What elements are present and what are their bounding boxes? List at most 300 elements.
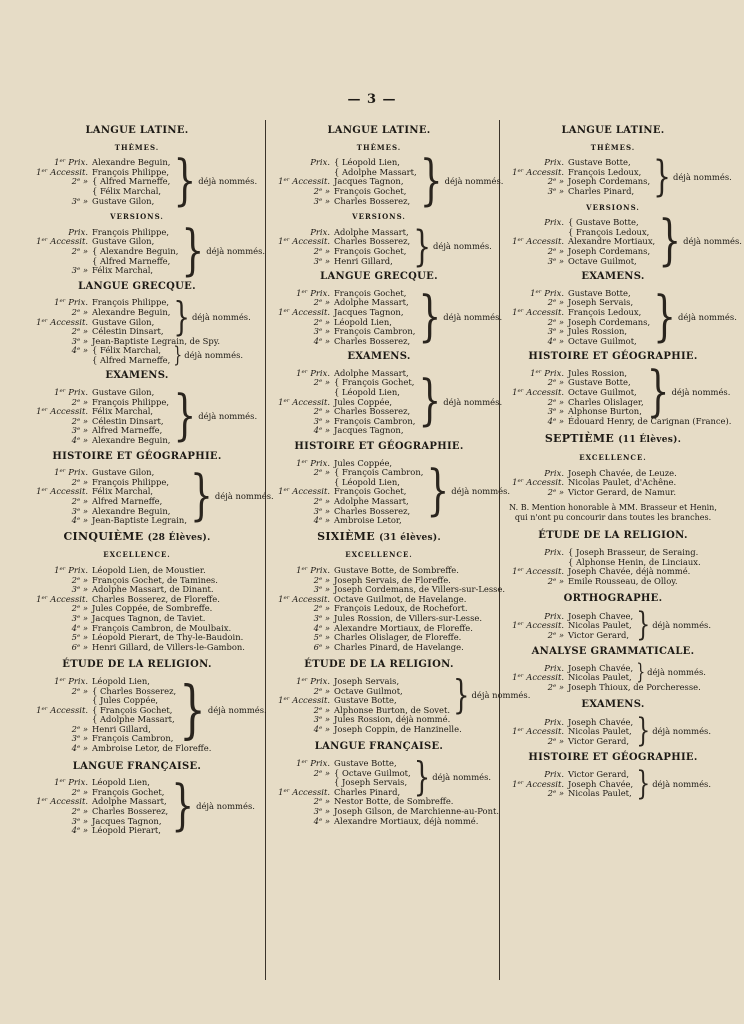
award-rank: 3ᵉ »	[71, 335, 88, 346]
student-name: Nicolas Paulet,	[568, 620, 632, 631]
award-rank: 4ᵉ »	[71, 743, 88, 754]
student-name: Jean-Baptiste Legrain,	[92, 515, 187, 526]
student-name: François Cambron, de Moulbaix.	[92, 622, 232, 633]
brace-icon: }	[426, 460, 450, 523]
brace-icon: }	[636, 712, 651, 750]
award-list	[502, 469, 724, 498]
award-rank: 1ᵉʳ Accessit.	[278, 593, 330, 604]
section-heading: HISTOIRE ET GÉOGRAPHIE.	[294, 441, 464, 453]
award-entry	[268, 257, 410, 267]
award-group	[268, 286, 503, 348]
student-name: Nicolas Paulet, d'Achêne.	[568, 477, 677, 488]
section-heading: LANGUE LATINE.	[327, 125, 431, 136]
note-line: qui n'ont pu concourir dans toutes les branches.	[514, 513, 712, 523]
award-rank: 1ᵉʳ Accessit.	[278, 236, 330, 247]
award-rank: 1ᵉʳ Accessit.	[36, 704, 88, 715]
student-name: Célestin Dinsart,	[92, 326, 164, 337]
award-rank: 1ᵉʳ Prix.	[54, 467, 88, 478]
award-entry	[268, 337, 415, 347]
student-name: Gustave Gilon,	[92, 195, 155, 206]
student-name: { Félix Marchal,	[92, 345, 162, 356]
student-name: Joseph Chavée,	[568, 778, 634, 789]
award-group	[502, 661, 724, 686]
award-rank: 2ᵉ »	[71, 476, 88, 487]
student-name: Célestin Dinsart,	[92, 415, 164, 426]
student-name: Gustave Gilon,	[92, 236, 155, 247]
award-entry	[502, 631, 633, 641]
brace-icon: }	[173, 343, 183, 368]
award-rank: 1ᵉʳ Accessit.	[512, 726, 564, 737]
brace-icon: }	[636, 765, 651, 803]
student-name: Léopold Lien,	[334, 316, 392, 327]
award-rank: 2ᵉ »	[547, 245, 564, 256]
student-name: Ambroise Letor, de Floreffe.	[92, 743, 212, 754]
student-name: Charles Bosserez,	[334, 335, 411, 346]
student-name: Charles Olislager,	[568, 396, 644, 407]
award-rank: 2ᵉ »	[313, 467, 330, 478]
student-name: Jacques Tagnon,	[334, 306, 404, 317]
award-rank: 4ᵉ »	[71, 515, 88, 526]
student-name: Jacques Tagnon,	[334, 176, 404, 187]
award-rank: 6ᵉ »	[313, 641, 330, 652]
student-name: Victor Gerard,	[568, 735, 630, 746]
student-name: Joseph Chavée,	[568, 662, 634, 673]
student-name: Léopold Pierart, de Thy-le-Baudoin.	[92, 632, 244, 643]
award-group	[26, 343, 248, 368]
award-group	[26, 385, 258, 447]
student-name: Jules Rossion,	[568, 367, 628, 378]
award-rank: 4ᵉ »	[313, 425, 330, 436]
section-heading: HISTOIRE ET GÉOGRAPHIE.	[528, 351, 698, 363]
award-rank: 2ᵉ »	[71, 306, 88, 317]
section-heading: LANGUE GRECQUE.	[78, 280, 196, 292]
award-rank: 1ᵉʳ Prix.	[296, 564, 330, 575]
honorable-mention-note	[502, 503, 724, 523]
student-name: Gustave Botte,	[568, 157, 631, 168]
award-list	[26, 228, 178, 276]
subsection-heading: EXCELLENCE.	[345, 550, 413, 560]
award-list	[26, 778, 168, 836]
deja-nommes-note: déjà nommés.	[207, 704, 267, 715]
student-name: { Gustave Botte,	[568, 217, 639, 228]
award-list	[26, 566, 248, 652]
award-list	[26, 298, 170, 336]
award-rank: 2ᵉ »	[547, 735, 564, 746]
award-list	[26, 677, 176, 744]
award-rank: 2ᵉ »	[313, 796, 330, 807]
award-rank: 2ᵉ »	[547, 486, 564, 497]
award-rank: 3ᵉ »	[547, 255, 564, 266]
award-rank: 2ᵉ »	[547, 575, 564, 586]
award-rank: Prix.	[68, 226, 88, 237]
deja-nommes-note: déjà nommés.	[683, 236, 742, 247]
student-name: { Alphonse Henin, de Linciaux.	[568, 556, 701, 567]
award-entry	[502, 683, 724, 693]
student-name: Gustave Gilon,	[92, 387, 155, 398]
brace-icon: }	[418, 370, 442, 433]
award-rank: 1ᵉʳ Accessit.	[36, 796, 88, 807]
award-rank: 1ᵉʳ Accessit.	[512, 672, 564, 683]
student-name: { Alfred Marneffe,	[92, 354, 171, 365]
brace-icon: }	[653, 286, 677, 348]
student-name: { Alexandre Beguin,	[92, 245, 179, 256]
student-name: Nicolas Paulet,	[568, 788, 632, 799]
student-name: François Philippe,	[92, 476, 169, 487]
award-rank: 1ᵉʳ Accessit.	[278, 306, 330, 317]
student-name: Jules Coppée, de Sombreffe.	[92, 603, 213, 614]
deja-nommes-note: déjà nommés.	[198, 411, 258, 422]
award-rank: 1ᵉʳ Prix.	[530, 367, 564, 378]
student-name: Adolphe Massart,	[334, 226, 409, 237]
deja-nommes-note: déjà nommés.	[443, 396, 503, 407]
brace-icon: }	[173, 150, 197, 213]
award-rank: 4ᵉ »	[313, 815, 330, 826]
award-rank: 2ᵉ »	[313, 377, 330, 388]
student-name: Nicolas Paulet,	[568, 726, 632, 737]
award-rank: 3ᵉ »	[313, 326, 330, 337]
award-list	[26, 468, 187, 526]
student-name: Joseph Chavée, de Leuze.	[568, 467, 677, 478]
student-name: { Charles Bosserez,	[92, 685, 177, 696]
award-group	[26, 295, 251, 340]
award-list	[502, 415, 732, 427]
student-name: François Cambron,	[334, 415, 416, 426]
award-rank: Prix.	[544, 467, 564, 478]
award-list	[268, 564, 506, 652]
award-group	[268, 221, 492, 271]
award-group	[268, 367, 503, 436]
award-list	[502, 612, 633, 641]
brace-icon: }	[179, 672, 206, 747]
award-rank: 1ᵉʳ Accessit.	[278, 486, 330, 497]
student-name: François Ledoux, de Rochefort.	[334, 603, 468, 614]
deja-nommes-note: déjà nommés.	[671, 387, 731, 398]
award-list	[26, 744, 248, 754]
column-divider	[499, 120, 500, 980]
award-rank: 1ᵉʳ Accessit.	[278, 176, 330, 187]
student-name: Félix Marchal,	[92, 406, 154, 417]
award-rank: 3ᵉ »	[71, 265, 88, 276]
award-entry	[26, 266, 178, 276]
student-name: Adolphe Massart, de Dinant.	[92, 584, 214, 595]
award-rank: 3ᵉ »	[71, 195, 88, 206]
subsection-heading: THÈMES.	[356, 142, 402, 152]
student-name: Alphonse Burton,	[568, 406, 642, 417]
award-rank: 2ᵉ »	[547, 629, 564, 640]
award-rank: 1ᵉʳ Accessit.	[512, 387, 564, 398]
award-rank: 4ᵉ »	[71, 622, 88, 633]
student-name: Emile Rousseau, de Olloy.	[568, 575, 678, 586]
section-heading: ANALYSE GRAMMATICALE.	[531, 645, 695, 657]
award-rank: 6ᵉ »	[71, 641, 88, 652]
award-list	[502, 664, 633, 683]
deja-nommes-note: déjà nommés.	[443, 311, 503, 322]
deja-nommes-note: déjà nommés.	[433, 241, 492, 252]
award-rank: 5ᵉ »	[313, 632, 330, 643]
award-entry	[268, 197, 417, 207]
student-name: Jacques Tagnon, de Taviet.	[92, 612, 206, 623]
student-name: { Joseph Brasseur, de Seraing.	[568, 547, 699, 557]
brace-icon: }	[419, 150, 443, 213]
award-rank: 4ᵉ »	[71, 825, 88, 836]
award-entry	[26, 356, 170, 366]
award-entry	[502, 789, 633, 799]
award-entry	[502, 577, 724, 587]
award-rank: 2ᵉ »	[313, 767, 330, 778]
award-rank: 1ᵉʳ Accessit.	[512, 236, 564, 247]
award-entry	[26, 197, 170, 207]
student-name: Jules Coppée,	[334, 396, 393, 407]
award-rank: 2ᵉ »	[71, 245, 88, 256]
award-rank: 4ᵉ »	[71, 345, 88, 356]
student-name: Félix Marchal,	[92, 486, 154, 497]
student-name: Charles Bosserez, de Floreffe.	[92, 593, 220, 604]
student-name: Alfred Marneffe,	[92, 496, 163, 506]
class-heading	[268, 529, 490, 544]
award-rank: 1ᵉʳ Accessit.	[512, 306, 564, 317]
class-count: (31 élèves).	[379, 532, 441, 543]
student-name: Gustave Gilon,	[92, 467, 155, 478]
award-rank: 2ᵉ »	[547, 297, 564, 308]
award-rank: 2ᵉ »	[71, 326, 88, 337]
award-rank: 1ᵉʳ Prix.	[54, 297, 88, 308]
brace-icon: }	[453, 673, 470, 719]
deja-nommes-note: déjà nommés.	[652, 726, 711, 737]
brace-icon: }	[171, 775, 195, 838]
brace-icon: }	[189, 465, 213, 527]
award-entry	[502, 415, 732, 427]
award-rank: 3ᵉ »	[313, 415, 330, 426]
student-name: François Philippe,	[92, 226, 169, 237]
award-entry	[268, 817, 490, 827]
award-list	[502, 548, 724, 586]
award-rank: Prix.	[544, 547, 564, 557]
student-name: Adolphe Massart,	[334, 297, 409, 308]
student-name: Léopold Lien, de Moustier.	[92, 564, 206, 575]
award-rank: 1ᵉʳ Prix.	[296, 457, 330, 468]
student-name: François Philippe,	[92, 396, 169, 407]
award-rank: 4ᵉ »	[313, 723, 330, 734]
student-name: Charles Bosserez,	[334, 195, 411, 206]
award-list	[26, 388, 170, 446]
student-name: { Jules Coppée,	[92, 695, 159, 706]
section-heading: ÉTUDE DE LA RELIGION.	[538, 530, 688, 542]
award-entry	[502, 187, 650, 197]
award-rank: 2ᵉ »	[71, 496, 88, 506]
class-count: (28 Élèves).	[147, 532, 211, 543]
student-name: Joseph Thioux, de Porcheresse.	[568, 681, 701, 692]
student-name: Charles Pinard, de Havelange.	[334, 641, 464, 652]
section-heading: ÉTUDE DE LA RELIGION.	[62, 659, 212, 671]
award-rank: 1ᵉʳ Prix.	[530, 287, 564, 298]
section-heading: LANGUE FRANÇAISE.	[72, 760, 202, 772]
class-title: CINQUIÈME	[63, 529, 144, 543]
award-entry	[26, 826, 168, 836]
deja-nommes-note: déjà nommés.	[471, 690, 531, 701]
award-rank: 1ᵉʳ Prix.	[54, 777, 88, 788]
student-name: Alexandre Beguin,	[92, 505, 171, 516]
deja-nommes-note: déjà nommés.	[196, 801, 255, 812]
student-name: Joseph Gilson, de Marchienne-au-Pont.	[334, 806, 499, 817]
award-list	[268, 289, 415, 347]
section-heading: HISTOIRE ET GÉOGRAPHIE.	[528, 751, 698, 763]
award-rank: 2ᵉ »	[547, 396, 564, 407]
award-entry	[26, 436, 170, 446]
award-rank: 1ᵉʳ Accessit.	[36, 166, 88, 177]
award-group	[502, 712, 724, 750]
subsection-heading: VERSIONS.	[586, 202, 640, 212]
subsection-heading: EXCELLENCE.	[579, 453, 647, 463]
award-rank: Prix.	[544, 716, 564, 727]
student-name: { Léopold Lien,	[334, 157, 400, 168]
award-entry	[268, 426, 415, 436]
subsection-heading: THÈMES.	[114, 142, 160, 152]
award-rank: 2ᵉ »	[313, 704, 330, 715]
award-rank: 2ᵉ »	[71, 603, 88, 614]
award-rank: 3ᵉ »	[71, 612, 88, 623]
column-2	[268, 120, 531, 826]
award-group	[268, 673, 531, 719]
subsection-heading: VERSIONS.	[110, 212, 164, 222]
award-rank: 2ᵉ »	[547, 681, 564, 692]
award-list	[502, 770, 633, 799]
brace-icon: }	[646, 361, 670, 423]
award-rank: 1ᵉʳ Prix.	[296, 367, 330, 378]
award-rank: 1ᵉʳ Prix.	[54, 157, 88, 168]
award-rank: 1ᵉʳ Accessit.	[278, 396, 330, 407]
section-heading: EXAMENS.	[347, 351, 411, 363]
award-rank: 3ᵉ »	[71, 584, 88, 595]
deja-nommes-note: déjà nommés.	[191, 311, 251, 322]
award-list	[502, 718, 633, 747]
student-name: Adolphe Massart,	[334, 367, 409, 378]
student-name: Octave Guilmot,	[334, 685, 403, 696]
award-entry	[268, 725, 490, 735]
award-rank: 2ᵉ »	[71, 786, 88, 797]
student-name: { Félix Marchal,	[92, 185, 162, 196]
award-entry	[502, 488, 724, 498]
award-group	[268, 150, 504, 213]
student-name: Gustave Botte,	[334, 758, 397, 769]
student-name: Joseph Chavee,	[568, 610, 634, 621]
brace-icon: }	[181, 220, 205, 282]
deja-nommes-note: déjà nommés.	[647, 667, 706, 678]
award-rank: 4ᵉ »	[71, 435, 88, 446]
student-name: François Ledoux,	[568, 166, 642, 177]
award-entry	[268, 516, 423, 526]
award-rank: 3ᵉ »	[313, 806, 330, 817]
award-rank: 2ᵉ »	[313, 574, 330, 585]
section-heading: LANGUE LATINE.	[561, 125, 665, 136]
class-heading	[502, 434, 724, 446]
award-list	[502, 369, 644, 417]
award-entry	[26, 516, 187, 526]
student-name: François Gochet,	[92, 786, 165, 797]
brace-icon: }	[173, 295, 190, 340]
student-name: Joseph Chavée,	[568, 716, 634, 727]
award-rank: 4ᵉ »	[313, 622, 330, 633]
student-name: Édouard Henry, de Carignan (France).	[568, 415, 732, 426]
brace-icon: }	[658, 210, 682, 273]
brace-icon: }	[636, 606, 651, 644]
award-list	[268, 796, 499, 826]
student-name: Joseph Cordemans,	[568, 245, 651, 256]
student-name: Alexandre Beguin,	[92, 435, 171, 446]
student-name: Gustave Botte,	[334, 695, 397, 706]
award-rank: 2ᵉ »	[71, 176, 88, 187]
award-group	[26, 672, 267, 747]
section-heading: ÉTUDE DE LA RELIGION.	[304, 659, 454, 671]
student-name: Jacques Tagnon,	[92, 815, 162, 826]
student-name: François Cambron,	[92, 733, 174, 744]
deja-nommes-note: déjà nommés.	[198, 176, 258, 187]
deja-nommes-note: déjà nommés.	[652, 778, 711, 789]
deja-nommes-note: déjà nommés.	[444, 176, 504, 187]
award-list	[268, 677, 450, 715]
student-name: Alexandre Beguin,	[92, 157, 171, 168]
award-list	[268, 459, 423, 526]
student-name: { Alfred Marneffe,	[92, 176, 171, 187]
subsection-heading: EXCELLENCE.	[103, 550, 171, 560]
award-group	[268, 755, 492, 801]
award-group	[502, 765, 724, 803]
award-rank: 1ᵉʳ Accessit.	[512, 166, 564, 177]
student-name: Léopold Lien,	[92, 777, 150, 788]
student-name: Adolphe Massart,	[92, 796, 167, 807]
student-name: Charles Pinard,	[568, 185, 635, 196]
award-list	[26, 346, 170, 365]
student-name: { Adolphe Massart,	[334, 166, 417, 177]
student-name: Victor Gerard, de Namur.	[568, 486, 677, 497]
student-name: François Philippe,	[92, 166, 169, 177]
award-rank: Prix.	[310, 157, 330, 168]
award-rank: 1ᵉʳ Prix.	[296, 758, 330, 769]
student-name: François Cambron,	[334, 326, 416, 337]
student-name: { François Ledoux,	[568, 226, 650, 237]
student-name: Félix Marchal,	[92, 265, 154, 276]
award-list	[268, 158, 417, 206]
award-rank: Prix.	[544, 769, 564, 780]
award-rank: Prix.	[310, 226, 330, 237]
award-rank: 2ᵉ »	[71, 685, 88, 696]
student-name: { Alfred Marneffe,	[92, 255, 171, 266]
award-rank: 1ᵉʳ Accessit.	[36, 236, 88, 247]
section-heading: EXAMENS.	[581, 699, 645, 711]
student-name: Joseph Cordemans,	[568, 316, 651, 327]
award-entry	[26, 643, 248, 653]
brace-icon: }	[418, 286, 442, 348]
student-name: Gustave Gilon,	[92, 316, 155, 327]
student-name: Nestor Botte, de Sombreffe.	[334, 796, 454, 807]
section-heading: ORTHOGRAPHE.	[563, 593, 663, 605]
award-rank: Prix.	[544, 662, 564, 673]
award-rank: 4ᵉ »	[547, 415, 564, 426]
award-group	[268, 457, 511, 526]
student-name: Octave Guilmot,	[568, 335, 637, 346]
award-rank: 2ᵉ »	[313, 603, 330, 614]
student-name: Jean-Baptiste Legrain, de Spy.	[92, 335, 220, 346]
student-name: Gustave Botte,	[568, 287, 631, 298]
student-name: { François Cambron,	[334, 467, 424, 478]
deja-nommes-note: déjà nommés.	[184, 350, 244, 361]
student-name: { Léopold Lien,	[334, 476, 400, 487]
award-rank: 2ᵉ »	[547, 176, 564, 187]
award-rank: 2ᵉ »	[71, 396, 88, 407]
student-name: Octave Guilmot,	[568, 387, 637, 398]
section-heading: LANGUE LATINE.	[85, 125, 189, 136]
award-rank: 1ᵉʳ Accessit.	[512, 566, 564, 577]
award-rank: 3ᵉ »	[313, 195, 330, 206]
